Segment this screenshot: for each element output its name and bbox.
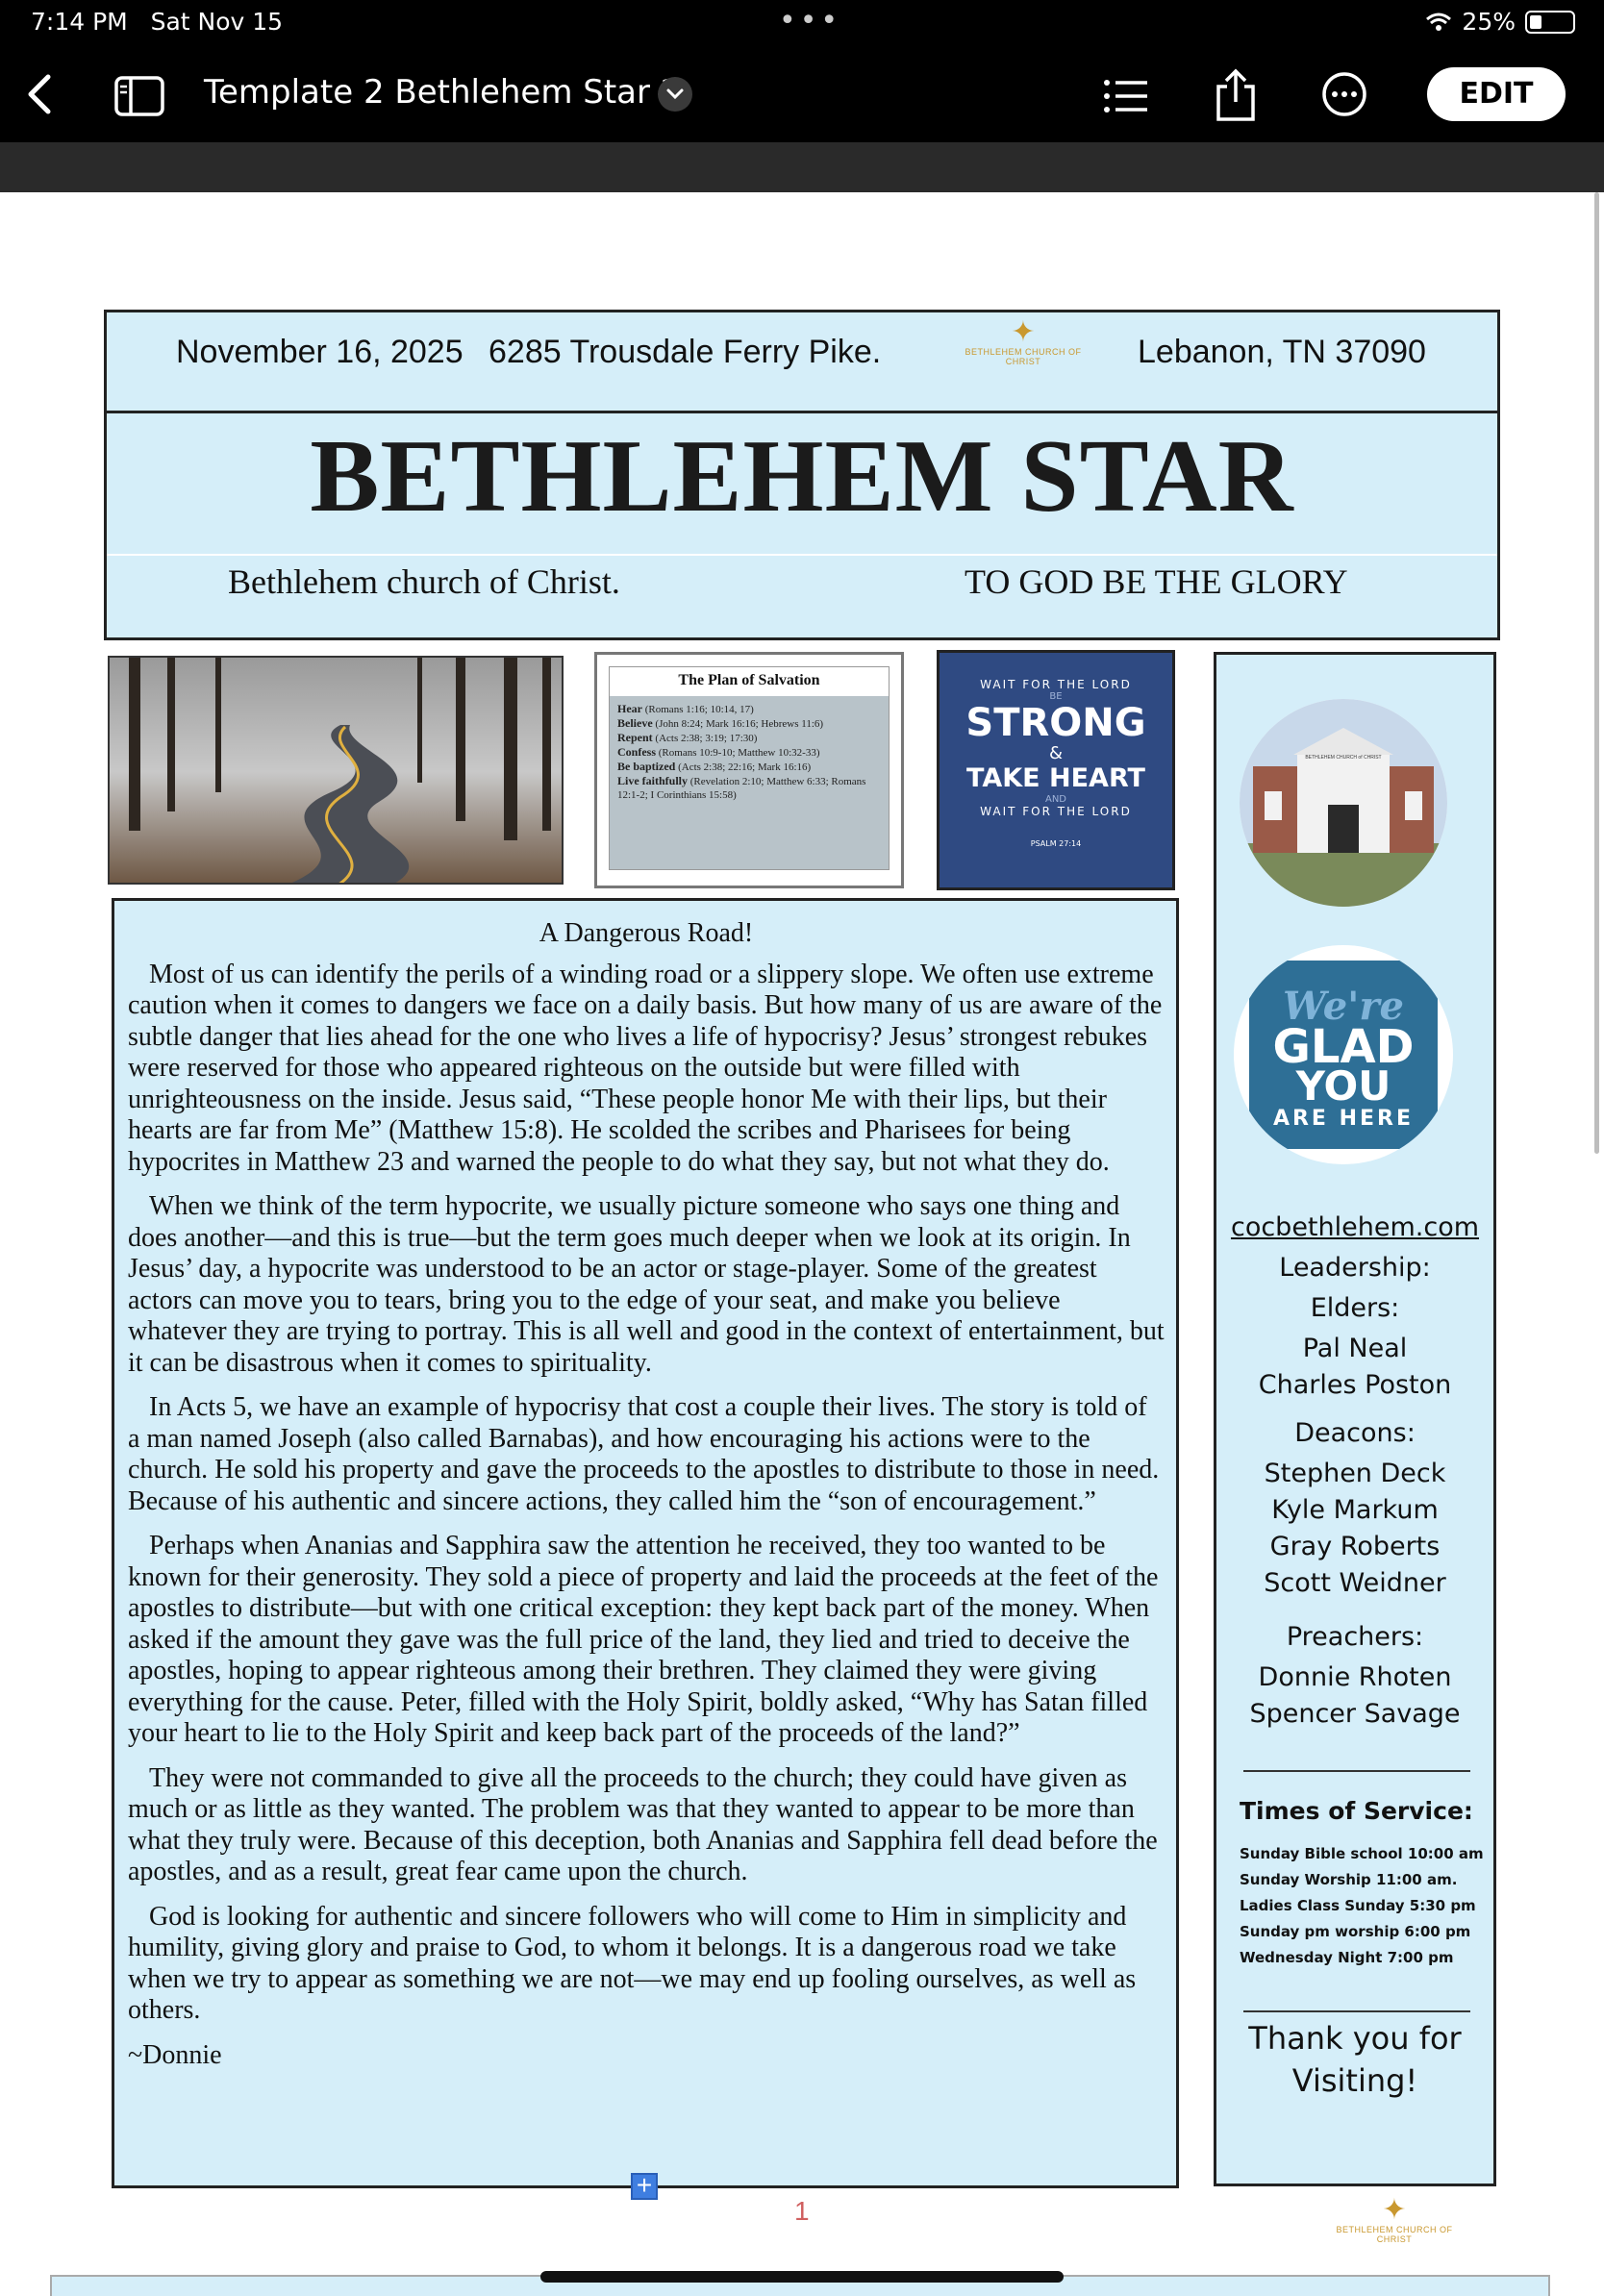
share-icon[interactable] (1214, 67, 1258, 123)
welcome-line-2: GLAD (1272, 1020, 1415, 1074)
strong-card-top: WAIT FOR THE LORD (980, 678, 1132, 691)
footer-logo: ✦ BETHLEHEM CHURCH OF CHRIST (1327, 2196, 1462, 2244)
sidebar-panel[interactable] (1214, 652, 1496, 2186)
forest-road-illustration (110, 658, 564, 885)
article-paragraph: Perhaps when Ananias and Sapphira saw the attention he received, they too wanted to be known for their generosity. They sold a piece of property and laid the proceeds at the feet of the apostles to distribute—but with one critical exception: they kept back part of the money. When asked if the amount they gave was the full price of the land, they lied and tried to deceive the apostles, hoping to appear righteous among their brethren. They claimed they were giving everything for the cause. Peter, filled with the Holy Spirit, boldly asked, “Why has Satan filled your heart to lie to the Holy Spirit and keep back part of the proceeds of the land?” (128, 1531, 1159, 1748)
elder-name: Charles Poston (1258, 1370, 1452, 1400)
church-city: Lebanon, TN 37090 (1138, 334, 1426, 370)
article-title: A Dangerous Road! (539, 918, 754, 948)
deacon-name: Gray Roberts (1269, 1532, 1441, 1561)
document-title[interactable]: Template 2 Bethlehem Star 2 (204, 73, 682, 112)
thanks-line-2: Visiting! (1291, 2062, 1418, 2099)
plan-of-salvation-card[interactable] (594, 652, 904, 888)
strong-card-be: BE (1049, 691, 1063, 702)
preacher-name: Spencer Savage (1249, 1699, 1461, 1729)
article-box[interactable] (112, 898, 1179, 2188)
services-heading: Times of Service: (1240, 1797, 1473, 1825)
strong-take-heart-card[interactable] (937, 650, 1175, 890)
article-paragraph: They were not commanded to give all the proceeds to the church; they could have given as much or as little as they wanted. The problem was that they wanted to appear to be more than what they truly were. Because of this deception, both Ananias and Sapphira fell dead before the apostles, and as a result, great fear came upon the church. (128, 1762, 1158, 1886)
plan-step: Live faithfully (Revelation 2:10; Matthew 6:33; Romans 12:1-2; I Corinthians 15:58) (617, 774, 866, 801)
plan-card-inner (609, 666, 890, 870)
sidebar-divider (1243, 2010, 1470, 2012)
welcome-badge[interactable] (1234, 945, 1453, 1164)
article-signature: ~Donnie (128, 2039, 222, 2070)
service-time: Wednesday Night 7:00 pm (1240, 1949, 1454, 1966)
service-time: Sunday Worship 11:00 am. (1240, 1871, 1458, 1888)
website-link[interactable]: cocbethlehem.com (1230, 1212, 1480, 1242)
strong-card-strong: STRONG (965, 701, 1146, 745)
wifi-icon (1425, 12, 1452, 33)
plan-step: Be baptized (Acts 2:38; 22:16; Mark 16:16) (617, 760, 812, 773)
document-toolbar (0, 46, 1604, 142)
outline-list-icon[interactable] (1102, 75, 1150, 117)
page-number: 1 (794, 2196, 810, 2226)
article-paragraph: In Acts 5, we have an example of hypocrisy that cost a couple their lives. The story is told of a man named Joseph (also called Barnabas), and how encouraging his actions were to the church. He sold his property and gave the proceeds to the apostles to distribute to those in need. Because of his authentic and sincere actions, they called him the “son of encouragement.” (128, 1392, 1160, 1516)
battery-icon (1525, 11, 1575, 34)
winding-road-image[interactable] (108, 656, 564, 885)
deacons-heading: Deacons: (1294, 1418, 1416, 1448)
status-time: 7:14 PM Sat Nov 15 (31, 8, 284, 36)
newsletter-masthead: BETHLEHEM STAR (310, 419, 1294, 534)
strong-card-and: AND (1044, 794, 1067, 805)
deacon-name: Stephen Deck (1264, 1459, 1446, 1488)
back-chevron-icon[interactable] (19, 67, 62, 121)
welcome-line-1: We're (1283, 984, 1404, 1029)
header-info-bar (104, 310, 1500, 413)
plan-step: Repent (Acts 2:38; 3:19; 17:30) (617, 731, 758, 744)
status-bar (0, 0, 1604, 46)
preachers-heading: Preachers: (1286, 1622, 1424, 1652)
building-sign: BETHLEHEM CHURCH of CHRIST (1305, 755, 1382, 761)
strong-card-bottom: WAIT FOR THE LORD (980, 805, 1132, 818)
multitasking-dots[interactable]: ••• (779, 4, 842, 37)
strong-card-take-heart: TAKE HEART (966, 763, 1145, 793)
welcome-line-3: YOU (1295, 1062, 1391, 1110)
sidebar-divider (1243, 1770, 1470, 1772)
masthead-box (104, 413, 1500, 640)
church-name: Bethlehem church of Christ. (228, 562, 620, 601)
service-time: Ladies Class Sunday 5:30 pm (1240, 1897, 1476, 1914)
church-logo: ✦ BETHLEHEM CHURCH OF CHRIST (961, 318, 1086, 366)
church-building-photo[interactable] (1240, 699, 1447, 907)
elder-name: Pal Neal (1302, 1334, 1408, 1363)
plan-card-title: The Plan of Salvation (610, 667, 889, 696)
plan-step: Hear (Romans 1:16; 10:14, 17) (617, 702, 754, 715)
plan-step: Believe (John 8:24; Mark 16:16; Hebrews 11:6) (617, 716, 824, 730)
plan-steps-list (610, 696, 889, 808)
more-options-icon[interactable] (1321, 71, 1367, 117)
church-building-illustration (1240, 699, 1447, 907)
sidebar-toggle-icon[interactable] (113, 75, 165, 117)
church-motto: TO GOD BE THE GLORY (965, 562, 1348, 601)
welcome-line-4: ARE HERE (1272, 1107, 1415, 1131)
thanks-line-1: Thank you for (1248, 2020, 1462, 2057)
add-page-button[interactable]: + (631, 2173, 658, 2200)
battery-percent: 25% (1462, 8, 1516, 36)
star-icon: ✦ (1011, 316, 1036, 348)
article-paragraph: Most of us can identify the perils of a winding road or a slippery slope. We often use extreme caution when it comes to dangers we face on a daily basis. But how many of us are aware of the subtle danger that lies ahead for the one who lives a life of hypocrisy? Jesus’ strongest rebukes were reserved for those who appeared righteous on the outside but were filled with unrighteousness on the inside. Jesus said, “These people honor Me with their lips, but their hearts are far from Me” (Matthew 15:8). He scolded the scribes and Pharisees for being hypocrites in Matthew 23 and warned the people to do what they say, but not what they do. (128, 959, 1163, 1177)
issue-date: November 16, 2025 (176, 334, 464, 370)
toolbar-shadow-band (0, 142, 1604, 192)
home-indicator[interactable] (540, 2271, 1064, 2283)
plan-step: Confess (Romans 10:9-10; Matthew 10:32-33) (617, 745, 820, 759)
title-menu-chevron-icon[interactable] (658, 77, 692, 112)
article-paragraph: When we think of the term hypocrite, we usually picture someone who says one thing and does another—and this is true—but the term goes much deeper when we look at its origin. In Jesus’ day, a hypocrite was understood to be an actor or stage-player. Some of the greatest actors can move you to tears, bring you to the edge of your seat, and make you believe whatever they are trying to portray. This is all well and good in the context of entertainment, but it can be disastrous when it comes to spirituality. (128, 1191, 1165, 1378)
deacon-name: Kyle Markum (1271, 1495, 1439, 1525)
deacon-name: Scott Weidner (1264, 1568, 1446, 1598)
masthead-divider (107, 554, 1497, 556)
edit-button[interactable]: EDIT (1427, 67, 1566, 121)
strong-card-amp: & (1048, 743, 1064, 763)
services-list (1240, 1841, 1484, 1971)
strong-card-ref: PSALM 27:14 (1030, 839, 1082, 848)
service-time: Sunday Bible school 10:00 am (1240, 1845, 1484, 1862)
vertical-scrollbar[interactable] (1594, 192, 1599, 1154)
article-paragraph: God is looking for authentic and sincere followers who will come to Him in simplicity and humility, giving glory and praise to God, to whom it belongs. It is a dangerous road we take when we try to appear as something we are not—we may end up fooling ourselves, as well as others. (128, 1901, 1137, 2025)
church-address: 6285 Trousdale Ferry Pike. (489, 334, 882, 370)
status-right (1425, 8, 1575, 36)
preacher-name: Donnie Rhoten (1258, 1662, 1452, 1692)
elders-heading: Elders: (1310, 1293, 1400, 1323)
leadership-heading: Leadership: (1279, 1253, 1431, 1283)
service-time: Sunday pm worship 6:00 pm (1240, 1923, 1471, 1940)
star-icon: ✦ (1382, 2194, 1407, 2226)
